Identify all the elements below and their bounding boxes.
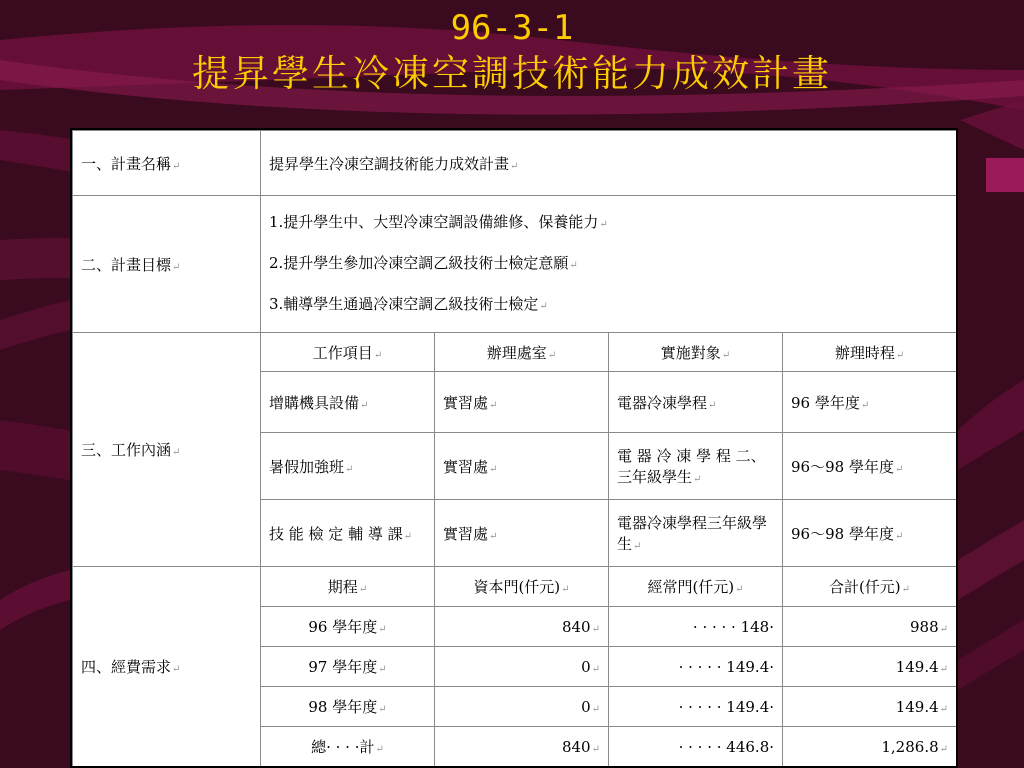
- section-goal-row: [73, 196, 957, 333]
- work-target-cell: 電器冷凍學程↵: [609, 372, 783, 433]
- budget-period-cell: 總· · · ·計↵: [261, 727, 435, 767]
- budget-recurrent-cell: · · · · · 149.4·: [609, 647, 783, 687]
- budget-recurrent-cell: · · · · · 446.8·: [609, 727, 783, 767]
- work-office-cell: 實習處↵: [435, 500, 609, 567]
- budget-header-total: 合計(仟元)↵: [783, 567, 957, 607]
- budget-total-cell: 149.4↵: [783, 647, 957, 687]
- work-header-item: 工作項目↵: [261, 333, 435, 372]
- section4-label: 四、經費需求↵: [73, 567, 261, 767]
- work-item-cell: 技 能 檢 定 輔 導 課↵: [261, 500, 435, 567]
- work-target-cell: 電 器 冷 凍 學 程 二、三年級學生↵: [609, 433, 783, 500]
- budget-total-cell: 1,286.8↵: [783, 727, 957, 767]
- goal-item: 2.提升學生參加冷凍空調乙級技術士檢定意願↵: [269, 253, 578, 272]
- section1-value: 提昇學生冷凍空調技術能力成效計畫↵: [261, 131, 957, 196]
- work-target-cell: 電器冷凍學程三年級學生↵: [609, 500, 783, 567]
- work-schedule-cell: 96～98 學年度↵: [783, 500, 957, 567]
- budget-header-recurrent: 經常門(仟元)↵: [609, 567, 783, 607]
- goal-item: 1.提升學生中、大型冷凍空調設備維修、保養能力↵: [269, 212, 608, 231]
- budget-capital-cell: 840↵: [435, 607, 609, 647]
- budget-period-cell: 97 學年度↵: [261, 647, 435, 687]
- section2-label: 二、計畫目標↵: [73, 196, 261, 333]
- budget-capital-cell: 840↵: [435, 727, 609, 767]
- budget-header-row: [73, 567, 957, 607]
- work-header-office: 辦理處室↵: [435, 333, 609, 372]
- work-schedule-cell: 96～98 學年度↵: [783, 433, 957, 500]
- budget-period-cell: 98 學年度↵: [261, 687, 435, 727]
- plan-table: [72, 130, 957, 767]
- work-item-cell: 暑假加強班↵: [261, 433, 435, 500]
- section1-label: 一、計畫名稱↵: [73, 131, 261, 196]
- work-header-row: [73, 333, 957, 372]
- budget-header-capital: 資本門(仟元)↵: [435, 567, 609, 607]
- slide-title: 提昇學生冷凍空調技術能力成效計畫: [192, 52, 832, 95]
- work-office-cell: 實習處↵: [435, 372, 609, 433]
- budget-header-period: 期程↵: [261, 567, 435, 607]
- budget-capital-cell: 0↵: [435, 687, 609, 727]
- budget-total-cell: 149.4↵: [783, 687, 957, 727]
- section-name-row: [73, 131, 957, 196]
- budget-period-cell: 96 學年度↵: [261, 607, 435, 647]
- slide-number: 96-3-1: [450, 8, 574, 48]
- goal-item: 3.輔導學生通過冷凍空調乙級技術士檢定↵: [269, 294, 548, 313]
- budget-recurrent-cell: · · · · · 149.4·: [609, 687, 783, 727]
- slide-header: [0, 8, 1024, 100]
- budget-capital-cell: 0↵: [435, 647, 609, 687]
- work-header-schedule: 辦理時程↵: [783, 333, 957, 372]
- work-item-cell: 增購機具設備↵: [261, 372, 435, 433]
- work-schedule-cell: 96 學年度↵: [783, 372, 957, 433]
- section2-goals: [261, 196, 957, 333]
- budget-total-cell: 988↵: [783, 607, 957, 647]
- section3-label: 三、工作內涵↵: [73, 333, 261, 567]
- work-office-cell: 實習處↵: [435, 433, 609, 500]
- plan-document: [70, 128, 958, 768]
- budget-recurrent-cell: · · · · · 148·: [609, 607, 783, 647]
- work-header-target: 實施對象↵: [609, 333, 783, 372]
